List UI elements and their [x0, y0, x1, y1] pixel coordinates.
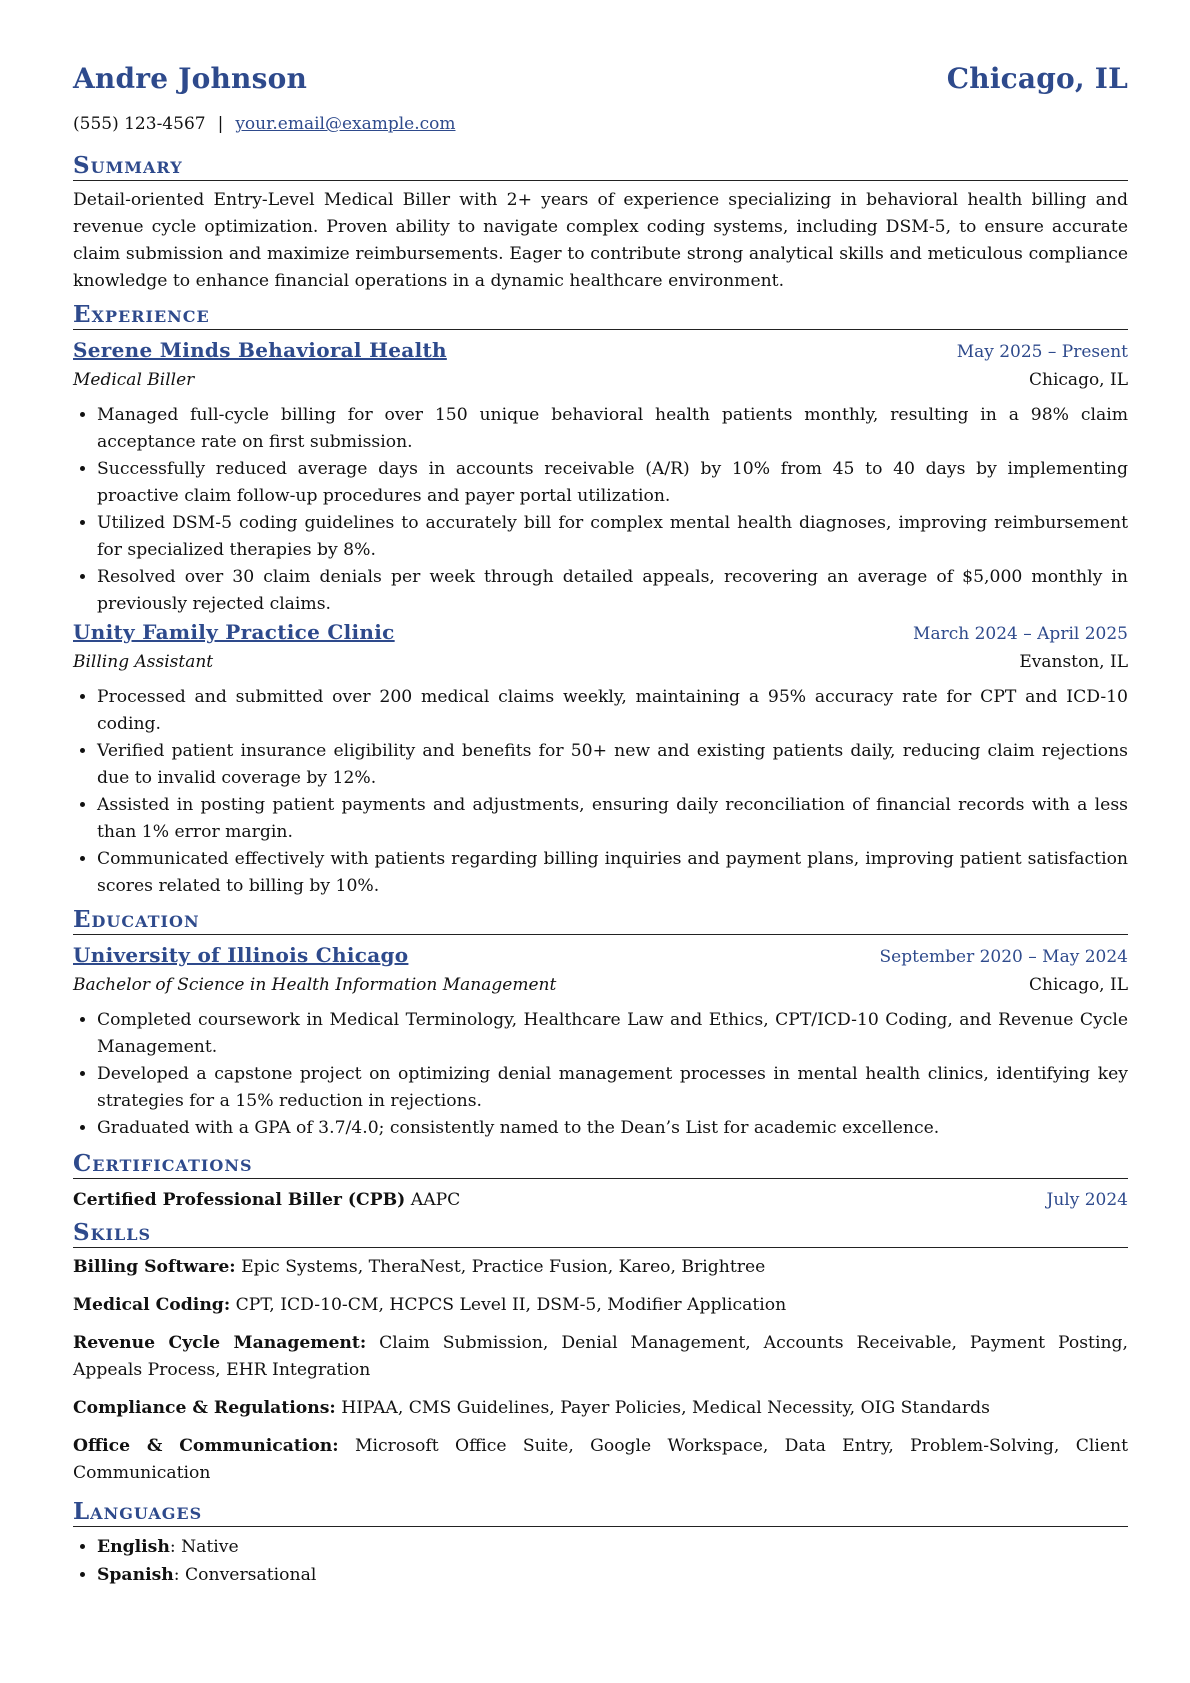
skill-value: CPT, ICD-10-CM, HCPCS Level II, DSM-5, Modifier Application [235, 1295, 787, 1315]
list-item: • Assisted in posting patient payments and adjustments, ensuring daily reconciliation of financial records with a less than 1% error margin. [97, 792, 1128, 846]
education-dates: September 2020 – May 2024 [879, 947, 1128, 967]
employer-name[interactable]: Unity Family Practice Clinic [73, 620, 395, 644]
list-item: • Developed a capstone project on optimizing denial management processes in mental health clinics, identifying key strategies for a 15% reduction in rejections. [97, 1061, 1128, 1115]
email-link[interactable]: your.email@example.com [235, 114, 456, 134]
skill-line [73, 1330, 1128, 1384]
list-item: • Processed and submitted over 200 medical claims weekly, maintaining a 95% accuracy rate for CPT and ICD-10 coding. [97, 684, 1128, 738]
bullet-list [73, 684, 1128, 900]
skill-label: Compliance & Regulations: [73, 1398, 336, 1418]
skill-label: Revenue Cycle Management: [73, 1333, 367, 1353]
list-item: • Completed coursework in Medical Terminology, Healthcare Law and Ethics, CPT/ICD-10 Coding, and Revenue Cycle Management. [97, 1007, 1128, 1061]
candidate-name: Andre Johnson [73, 62, 308, 95]
experience-entry [73, 336, 1128, 618]
list-item: • Successfully reduced average days in accounts receivable (A/R) by 10% from 45 to 40 days by implementing proactive claim follow-up procedures and payer portal utilization. [97, 456, 1128, 510]
skill-label: Billing Software: [73, 1257, 236, 1277]
skill-line [73, 1254, 1128, 1281]
skill-value: Microsoft Office Suite, Google Workspace, Data Entry, Problem-Solving, Client Communication [73, 1436, 1128, 1483]
list-item: • Communicated effectively with patients regarding billing inquiries and payment plans, improving patient satisfaction scores related to billing by 10%. [97, 846, 1128, 900]
language-list [73, 1533, 1128, 1589]
employment-dates: March 2024 – April 2025 [913, 624, 1128, 644]
school-location: Chicago, IL [1029, 975, 1128, 995]
job-title: Medical Biller [73, 370, 195, 390]
certification-issuer: AAPC [410, 1190, 461, 1210]
experience-entry [73, 618, 1128, 900]
skill-line [73, 1395, 1128, 1422]
section-title-education: Education [73, 906, 1128, 935]
employment-dates: May 2025 – Present [956, 342, 1128, 362]
employer-name[interactable]: Serene Minds Behavioral Health [73, 338, 447, 362]
section-title-certifications: Certifications [73, 1150, 1128, 1179]
language-level: : Conversational [173, 1565, 317, 1585]
skill-value: Claim Submission, Denial Management, Accounts Receivable, Payment Posting, Appeals Process, EHR Integration [73, 1333, 1128, 1380]
section-title-experience: Experience [73, 301, 1128, 330]
language-level: : Native [169, 1537, 239, 1557]
skill-line [73, 1433, 1128, 1487]
list-item: • Graduated with a GPA of 3.7/4.0; consistently named to the Dean’s List for academic excellence. [97, 1115, 1128, 1142]
section-title-summary: Summary [73, 152, 1128, 181]
degree: Bachelor of Science in Health Information Management [73, 975, 557, 995]
contact-line [73, 114, 1128, 144]
education-entry [73, 941, 1128, 1142]
contact-separator: | [217, 114, 224, 134]
language-name: English [97, 1537, 170, 1557]
skill-value: Epic Systems, TheraNest, Practice Fusion, Kareo, Brightree [241, 1257, 766, 1277]
list-item: • Resolved over 30 claim denials per week through detailed appeals, recovering an average of $5,000 monthly in previously rejected claims. [97, 564, 1128, 618]
certification-name: Certified Professional Biller (CPB) [73, 1190, 406, 1210]
language-name: Spanish [97, 1565, 174, 1585]
certification-entry [73, 1185, 1128, 1215]
list-item: • Utilized DSM-5 coding guidelines to accurately bill for complex mental health diagnoses, improving reimbursement for specialized therapies by 8%. [97, 510, 1128, 564]
list-item [97, 1533, 1128, 1561]
summary-text: Detail-oriented Entry-Level Medical Biller with 2+ years of experience specializing in behavioral health billing and revenue cycle optimization. Proven ability to navigate complex coding systems, including DSM-5, to ensure accurate claim submission and maximize reimbursements. Eager to contribute strong analytical skills and meticulous compliance knowledge to enhance financial operations in a dynamic healthcare environment. [73, 190, 1128, 291]
skill-line [73, 1292, 1128, 1319]
skill-label: Medical Coding: [73, 1295, 231, 1315]
skill-label: Office & Communication: [73, 1436, 339, 1456]
school-name[interactable]: University of Illinois Chicago [73, 943, 409, 967]
section-title-skills: Skills [73, 1219, 1128, 1248]
list-item: • Verified patient insurance eligibility and benefits for 50+ new and existing patients daily, reducing claim rejections due to invalid coverage by 12%. [97, 738, 1128, 792]
bullet-list [73, 402, 1128, 618]
bullet-list [73, 1007, 1128, 1142]
list-item: • Managed full-cycle billing for over 150 unique behavioral health patients monthly, resulting in a 98% claim acceptance rate on first submission. [97, 402, 1128, 456]
skill-value: HIPAA, CMS Guidelines, Payer Policies, Medical Necessity, OIG Standards [341, 1398, 990, 1418]
resume-page [73, 62, 1128, 1589]
candidate-location: Chicago, IL [946, 62, 1128, 95]
job-location: Chicago, IL [1029, 370, 1128, 390]
section-title-languages: Languages [73, 1498, 1128, 1527]
header [73, 62, 1128, 106]
certification-date: July 2024 [1046, 1190, 1128, 1210]
job-title: Billing Assistant [73, 652, 214, 672]
list-item [97, 1561, 1128, 1589]
job-location: Evanston, IL [1019, 652, 1128, 672]
phone-number: (555) 123-4567 [73, 114, 206, 134]
